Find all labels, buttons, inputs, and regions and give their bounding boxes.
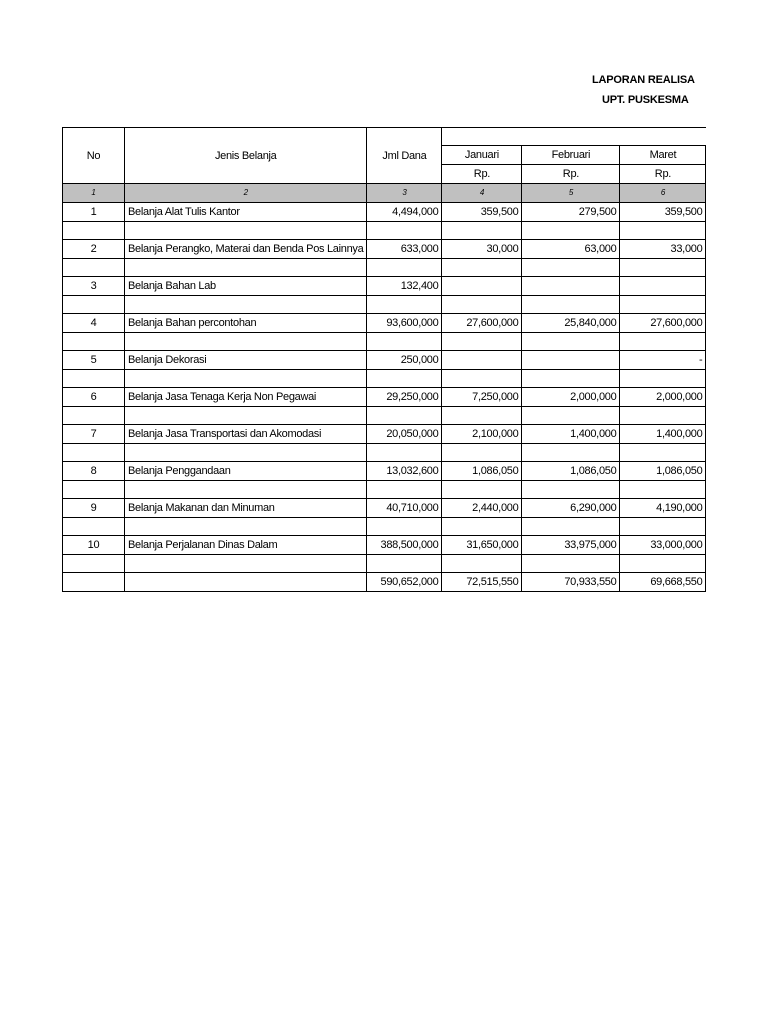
row-jml: 132,400: [367, 277, 442, 296]
empty-cell: [63, 444, 125, 462]
row-mar: 1,400,000: [620, 425, 706, 444]
row-feb: 279,500: [522, 203, 620, 222]
empty-cell: [522, 333, 620, 351]
row-no: 4: [63, 314, 125, 333]
row-jml: 13,032,600: [367, 462, 442, 481]
empty-cell: [522, 222, 620, 240]
row-jan: 27,600,000: [442, 314, 522, 333]
empty-cell: [125, 259, 367, 277]
index-cell: 2: [125, 184, 367, 203]
row-no: 5: [63, 351, 125, 370]
row-mar: [620, 277, 706, 296]
row-mar: 1,086,050: [620, 462, 706, 481]
empty-cell: [367, 333, 442, 351]
empty-cell: [63, 259, 125, 277]
empty-cell: [125, 333, 367, 351]
index-cell: 3: [367, 184, 442, 203]
unit-jan: Rp.: [442, 165, 522, 184]
row-jml: 29,250,000: [367, 388, 442, 407]
row-mar: -: [620, 351, 706, 370]
total-label: [125, 573, 367, 592]
row-jml: 93,600,000: [367, 314, 442, 333]
table-row: [63, 536, 706, 555]
spacer-row: [63, 481, 706, 499]
header-no: No: [63, 128, 125, 184]
table-row: [63, 425, 706, 444]
empty-cell: [620, 481, 706, 499]
row-mar: 33,000: [620, 240, 706, 259]
empty-cell: [620, 555, 706, 573]
spacer-row: [63, 444, 706, 462]
empty-cell: [367, 444, 442, 462]
empty-cell: [522, 481, 620, 499]
row-no: 7: [63, 425, 125, 444]
row-jan: [442, 277, 522, 296]
row-jenis: Belanja Penggandaan: [125, 462, 367, 481]
empty-cell: [522, 370, 620, 388]
spacer-row: [63, 259, 706, 277]
empty-cell: [367, 555, 442, 573]
unit-feb: Rp.: [522, 165, 620, 184]
header-month-mar: Maret: [620, 146, 706, 165]
row-feb: 1,400,000: [522, 425, 620, 444]
row-feb: 33,975,000: [522, 536, 620, 555]
empty-cell: [125, 370, 367, 388]
index-cell: 4: [442, 184, 522, 203]
row-jan: 30,000: [442, 240, 522, 259]
report-subtitle: UPT. PUSKESMA: [602, 94, 689, 106]
row-jml: 633,000: [367, 240, 442, 259]
row-mar: 27,600,000: [620, 314, 706, 333]
row-mar: 4,190,000: [620, 499, 706, 518]
empty-cell: [442, 518, 522, 536]
empty-cell: [63, 518, 125, 536]
spacer-row: [63, 555, 706, 573]
empty-cell: [522, 518, 620, 536]
empty-cell: [63, 370, 125, 388]
row-jenis: Belanja Jasa Transportasi dan Akomodasi: [125, 425, 367, 444]
row-jenis: Belanja Dekorasi: [125, 351, 367, 370]
table-row: [63, 351, 706, 370]
row-no: 1: [63, 203, 125, 222]
empty-cell: [367, 518, 442, 536]
row-jenis: Belanja Makanan dan Minuman: [125, 499, 367, 518]
index-cell: 5: [522, 184, 620, 203]
row-jml: 40,710,000: [367, 499, 442, 518]
row-jenis: Belanja Alat Tulis Kantor: [125, 203, 367, 222]
empty-cell: [620, 407, 706, 425]
report-title: LAPORAN REALISA: [592, 74, 695, 86]
row-jenis: Belanja Perjalanan Dinas Dalam: [125, 536, 367, 555]
row-mar: 33,000,000: [620, 536, 706, 555]
empty-cell: [63, 407, 125, 425]
row-jml: 388,500,000: [367, 536, 442, 555]
row-jan: 7,250,000: [442, 388, 522, 407]
header-month-jan: Januari: [442, 146, 522, 165]
empty-cell: [522, 296, 620, 314]
index-cell: 6: [620, 184, 706, 203]
empty-cell: [620, 222, 706, 240]
empty-cell: [125, 481, 367, 499]
total-mar: 69,668,550: [620, 573, 706, 592]
row-jenis: Belanja Bahan Lab: [125, 277, 367, 296]
empty-cell: [63, 333, 125, 351]
row-no: 10: [63, 536, 125, 555]
budget-table: [62, 127, 706, 592]
empty-cell: [125, 222, 367, 240]
row-jml: 250,000: [367, 351, 442, 370]
row-jan: 2,440,000: [442, 499, 522, 518]
row-no: 8: [63, 462, 125, 481]
empty-cell: [620, 333, 706, 351]
table-row: [63, 388, 706, 407]
row-no: 3: [63, 277, 125, 296]
row-jml: 20,050,000: [367, 425, 442, 444]
empty-cell: [442, 222, 522, 240]
spacer-row: [63, 518, 706, 536]
index-cell: 1: [63, 184, 125, 203]
empty-cell: [367, 296, 442, 314]
empty-cell: [63, 481, 125, 499]
empty-cell: [442, 444, 522, 462]
empty-cell: [620, 296, 706, 314]
table-row: [63, 240, 706, 259]
column-index-row: [63, 184, 706, 203]
row-jenis: Belanja Perangko, Materai dan Benda Pos Lainnya: [125, 240, 367, 259]
header-jenis: Jenis Belanja: [125, 128, 367, 184]
spacer-row: [63, 370, 706, 388]
row-jan: 1,086,050: [442, 462, 522, 481]
empty-cell: [620, 370, 706, 388]
spacer-row: [63, 333, 706, 351]
empty-cell: [522, 444, 620, 462]
header-row-top: [63, 128, 706, 146]
empty-cell: [442, 296, 522, 314]
empty-cell: [442, 333, 522, 351]
total-feb: 70,933,550: [522, 573, 620, 592]
empty-cell: [522, 555, 620, 573]
empty-cell: [442, 555, 522, 573]
row-no: 2: [63, 240, 125, 259]
empty-cell: [620, 259, 706, 277]
row-jan: 359,500: [442, 203, 522, 222]
empty-cell: [63, 555, 125, 573]
empty-cell: [442, 370, 522, 388]
header-month-feb: Februari: [522, 146, 620, 165]
spacer-row: [63, 222, 706, 240]
empty-cell: [125, 407, 367, 425]
empty-cell: [63, 296, 125, 314]
unit-mar: Rp.: [620, 165, 706, 184]
table-row: [63, 499, 706, 518]
empty-cell: [125, 444, 367, 462]
empty-cell: [522, 407, 620, 425]
table-row: [63, 203, 706, 222]
empty-cell: [125, 555, 367, 573]
empty-cell: [522, 259, 620, 277]
row-no: 9: [63, 499, 125, 518]
row-mar: 359,500: [620, 203, 706, 222]
row-feb: 6,290,000: [522, 499, 620, 518]
empty-cell: [620, 518, 706, 536]
total-no: [63, 573, 125, 592]
row-feb: 1,086,050: [522, 462, 620, 481]
empty-cell: [620, 444, 706, 462]
table-row: [63, 314, 706, 333]
row-jenis: Belanja Jasa Tenaga Kerja Non Pegawai: [125, 388, 367, 407]
header-jml: Jml Dana: [367, 128, 442, 184]
row-feb: 25,840,000: [522, 314, 620, 333]
row-mar: 2,000,000: [620, 388, 706, 407]
row-no: 6: [63, 388, 125, 407]
row-jan: 31,650,000: [442, 536, 522, 555]
empty-cell: [63, 222, 125, 240]
row-feb: 63,000: [522, 240, 620, 259]
empty-cell: [367, 370, 442, 388]
empty-cell: [442, 259, 522, 277]
total-jml: 590,652,000: [367, 573, 442, 592]
empty-cell: [442, 481, 522, 499]
row-jan: 2,100,000: [442, 425, 522, 444]
empty-cell: [125, 296, 367, 314]
row-feb: [522, 351, 620, 370]
empty-cell: [367, 407, 442, 425]
empty-cell: [367, 259, 442, 277]
total-row: [63, 573, 706, 592]
empty-cell: [442, 407, 522, 425]
empty-cell: [367, 481, 442, 499]
empty-cell: [367, 222, 442, 240]
row-jan: [442, 351, 522, 370]
row-feb: [522, 277, 620, 296]
row-jml: 4,494,000: [367, 203, 442, 222]
table-row: [63, 462, 706, 481]
header-month-group: [442, 128, 706, 146]
empty-cell: [125, 518, 367, 536]
spacer-row: [63, 407, 706, 425]
row-feb: 2,000,000: [522, 388, 620, 407]
total-jan: 72,515,550: [442, 573, 522, 592]
table-row: [63, 277, 706, 296]
spacer-row: [63, 296, 706, 314]
row-jenis: Belanja Bahan percontohan: [125, 314, 367, 333]
